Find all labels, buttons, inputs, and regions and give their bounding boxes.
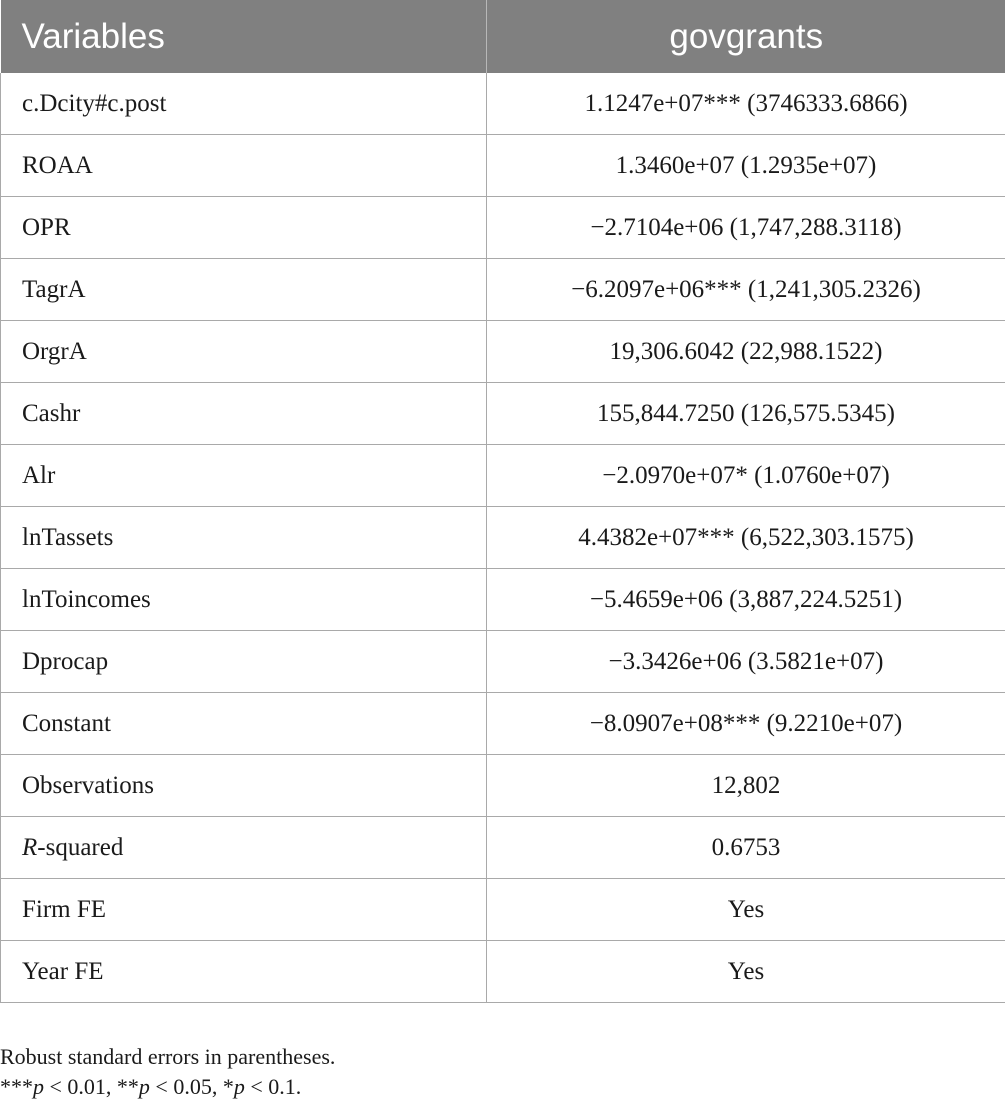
row-value: Yes xyxy=(487,941,1005,1003)
row-value: Yes xyxy=(487,879,1005,941)
row-variable: TagrA xyxy=(1,259,487,321)
table-notes xyxy=(0,1042,335,1102)
sig-stars: * xyxy=(222,1074,234,1099)
row-variable: Dprocap xyxy=(1,631,487,693)
sig-stars: *** xyxy=(0,1074,33,1099)
table-row xyxy=(1,445,1005,507)
header-govgrants: govgrants xyxy=(487,0,1005,73)
row-variable: ROAA xyxy=(1,135,487,197)
sig-stars: ** xyxy=(116,1074,139,1099)
row-variable: OrgrA xyxy=(1,321,487,383)
sig-threshold: < 0.05, xyxy=(149,1074,223,1099)
table-row xyxy=(1,135,1005,197)
row-value: 1.1247e+07*** (3746333.6866) xyxy=(487,73,1005,135)
sig-p: p xyxy=(138,1074,150,1099)
table-header-row xyxy=(1,0,1005,73)
r-italic: R xyxy=(22,833,38,861)
row-value: −2.7104e+06 (1,747,288.3118) xyxy=(487,197,1005,259)
table-row xyxy=(1,507,1005,569)
header-variables: Variables xyxy=(1,0,487,73)
table-row xyxy=(1,321,1005,383)
row-variable: lnToincomes xyxy=(1,569,487,631)
sig-p: p xyxy=(33,1074,44,1099)
row-variable: Year FE xyxy=(1,941,487,1003)
table-row xyxy=(1,259,1005,321)
sig-threshold: < 0.1. xyxy=(244,1074,302,1099)
row-value: 0.6753 xyxy=(487,817,1005,879)
row-variable: lnTassets xyxy=(1,507,487,569)
table-row xyxy=(1,755,1005,817)
row-value: −5.4659e+06 (3,887,224.5251) xyxy=(487,569,1005,631)
row-variable: Observations xyxy=(1,755,487,817)
row-variable: Alr xyxy=(1,445,487,507)
table-row xyxy=(1,879,1005,941)
row-variable xyxy=(1,817,487,879)
row-value: −2.0970e+07* (1.0760e+07) xyxy=(487,445,1005,507)
row-value: 1.3460e+07 (1.2935e+07) xyxy=(487,135,1005,197)
row-variable: Constant xyxy=(1,693,487,755)
table-row xyxy=(1,569,1005,631)
row-variable: c.Dcity#c.post xyxy=(1,73,487,135)
sig-threshold: < 0.01, xyxy=(44,1074,117,1099)
sig-p: p xyxy=(233,1074,245,1099)
table-row xyxy=(1,73,1005,135)
row-value: 12,802 xyxy=(487,755,1005,817)
table-row xyxy=(1,693,1005,755)
table-row xyxy=(1,631,1005,693)
row-value: 4.4382e+07*** (6,522,303.1575) xyxy=(487,507,1005,569)
table-row xyxy=(1,383,1005,445)
table-row xyxy=(1,941,1005,1003)
note-robust-se: Robust standard errors in parentheses. xyxy=(0,1044,336,1069)
row-value: −6.2097e+06*** (1,241,305.2326) xyxy=(487,259,1005,321)
note-significance xyxy=(0,1072,335,1102)
row-value: 155,844.7250 (126,575.5345) xyxy=(487,383,1005,445)
r-squared-rest: -squared xyxy=(37,833,124,861)
row-variable: OPR xyxy=(1,197,487,259)
row-variable: Firm FE xyxy=(1,879,487,941)
row-value: −8.0907e+08*** (9.2210e+07) xyxy=(487,693,1005,755)
row-variable: Cashr xyxy=(1,383,487,445)
row-value: −3.3426e+06 (3.5821e+07) xyxy=(487,631,1005,693)
table-row xyxy=(1,197,1005,259)
table-row xyxy=(1,817,1005,879)
row-value: 19,306.6042 (22,988.1522) xyxy=(487,321,1005,383)
